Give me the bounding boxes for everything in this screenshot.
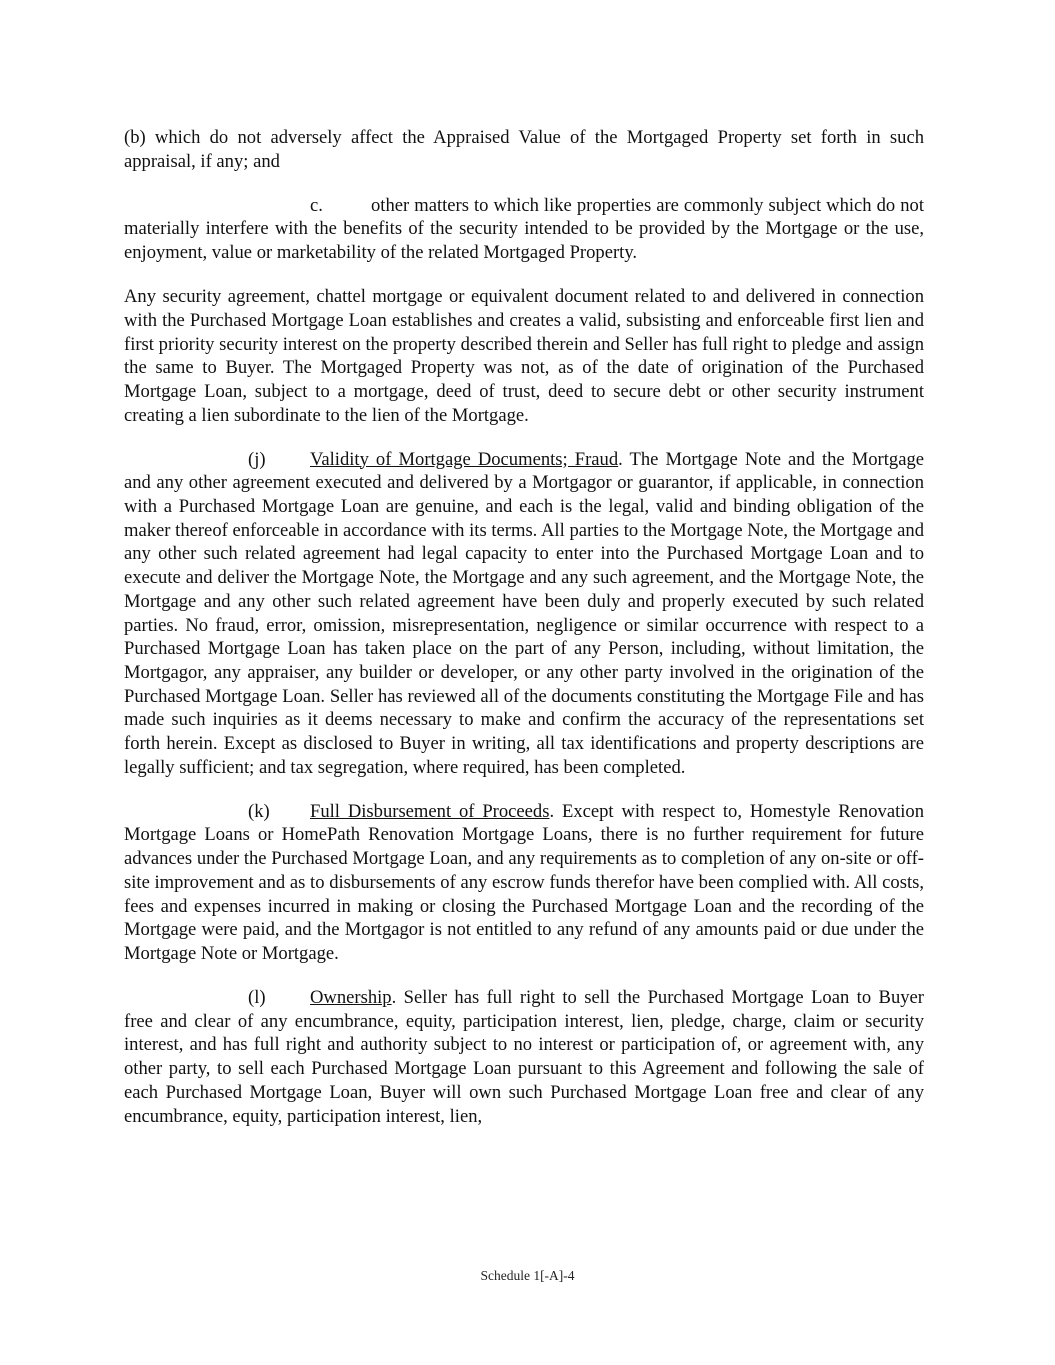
- section-l-marker: (l): [248, 986, 266, 1008]
- section-l-heading: Ownership: [310, 986, 392, 1008]
- paragraph-c-clause: [124, 194, 924, 265]
- document-body: [124, 126, 924, 1128]
- section-j-heading: Validity of Mortgage Documents; Fraud: [310, 448, 619, 470]
- page-footer: Schedule 1[-A]-4: [480, 1268, 575, 1283]
- paragraph-gap: [124, 779, 924, 799]
- section-l-text: . Seller has full right to sell the Purchased Mortgage Loan to Buyer free and clear of any encumbrance, equity, participation interest, lien, pledge, charge, claim or security interest, and has full right and authority subject to no interest or participation of, or agreement with, any other party, to sell each Purchased Mortgage Loan pursuant to this Agreement and following the sale of each Purchased Mortgage Loan, Buyer will own such Purchased Mortgage Loan free and clear of any encumbrance, equity, participation interest, lien,: [124, 986, 924, 1127]
- paragraph-gap: [124, 966, 924, 986]
- paragraph-gap: [124, 265, 924, 285]
- section-k-marker: (k): [248, 800, 270, 822]
- paragraph-security-agreement: Any security agreement, chattel mortgage or equivalent document related to and delivered in connection with the Purchased Mortgage Loan establishes and creates a valid, subsisting and enforceable first lien and first priority security interest on the property described therein and Seller has full right to pledge and assign the same to Buyer. The Mortgaged Property was not, as of the date of origination of the Purchased Mortgage Loan, subject to a mortgage, deed of trust, deed to secure debt or other security instrument creating a lien subordinate to the lien of the Mortgage.: [124, 286, 924, 426]
- section-j-marker: (j): [248, 448, 266, 470]
- paragraph-gap: [124, 173, 924, 193]
- paragraph-b-clause: (b) which do not adversely affect the Appraised Value of the Mortgaged Property set forth in such appraisal, if any; and: [124, 127, 924, 172]
- section-k-text: . Except with respect to, Homestyle Renovation Mortgage Loans or HomePath Renovation Mortgage Loans, there is no further requirement for future advances under the Purchased Mortgage Loan, and any requirements as to completion of any on-site or off-site improvement and as to disbursements of any escrow funds therefor have been complied with. All costs, fees and expenses incurred in making or closing the Purchased Mortgage Loan and the recording of the Mortgage were paid, and the Mortgagor is not entitled to any refund of any amounts paid or due under the Mortgage Note or Mortgage.: [124, 800, 924, 964]
- paragraph-gap: [124, 427, 924, 447]
- clause-c-text: other matters to which like properties are commonly subject which do not materially interfere with the benefits of the security intended to be provided by the Mortgage or the use, enjoyment, value or marketability of the related Mortgaged Property.: [124, 194, 924, 264]
- clause-c-marker: c.: [310, 194, 323, 216]
- section-j: [124, 448, 924, 780]
- section-j-text: . The Mortgage Note and the Mortgage and any other agreement executed and delivered by a Mortgagor or guarantor, if applicable, in connection with a Purchased Mortgage Loan are genuine, and each is the legal, valid and binding obligation of the maker thereof enforceable in accordance with its terms. All parties to the Mortgage Note, the Mortgage and any other such related agreement had legal capacity to enter into the Purchased Mortgage Loan and to execute and deliver the Mortgage Note, the Mortgage and any such agreement, and the Mortgage Note, the Mortgage and any other such related agreement have been duly and properly executed by such related parties. No fraud, error, omission, misrepresentation, negligence or similar occurrence with respect to a Purchased Mortgage Loan has taken place on the part of any Person, including, without limitation, the Mortgagor, any appraiser, any builder or developer, or any other party involved in the origination of the Purchased Mortgage Loan. Seller has reviewed all of the documents constituting the Mortgage File and has made such inquiries as it deems necessary to make and confirm the accuracy of the representations set forth herein. Except as disclosed to Buyer in writing, all tax identifications and property descriptions are legally sufficient; and tax segregation, where required, has been completed.: [124, 448, 925, 778]
- section-k: [124, 800, 924, 966]
- section-k-heading: Full Disbursement of Proceeds: [310, 800, 550, 822]
- section-l: [124, 986, 924, 1128]
